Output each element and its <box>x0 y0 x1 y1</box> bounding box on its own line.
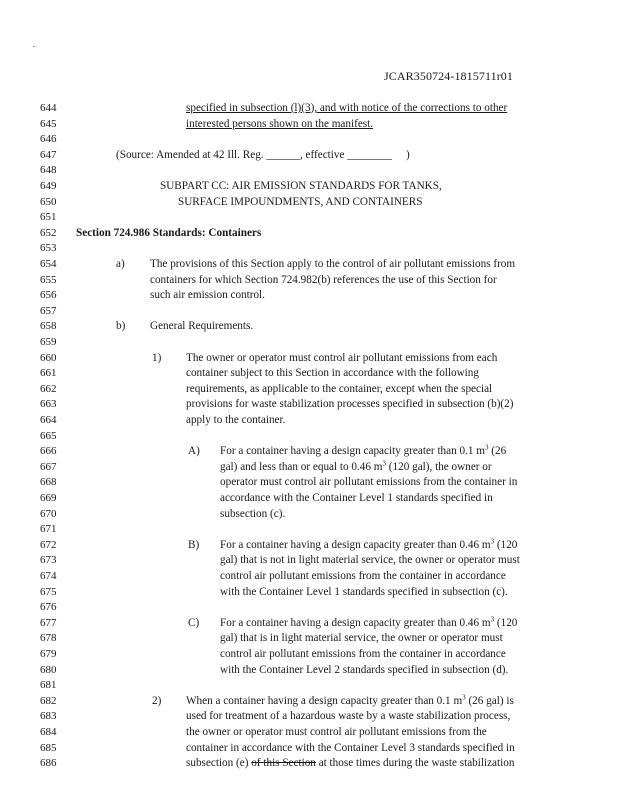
line-number: 659 <box>40 336 57 348</box>
line-number: 686 <box>40 757 57 769</box>
body-text-line: subsection (c). <box>220 508 286 520</box>
body-text-line: the owner or operator must control air pollutant emissions from the <box>186 726 487 738</box>
line-number: 651 <box>40 211 57 223</box>
body-text-line: provisions for waste stabilization processes specified in subsection (b)(2) <box>186 398 514 410</box>
body-text-line: gal) and less than or equal to 0.46 $m^3$ (120 gal), the owner or <box>220 459 492 473</box>
line-number: 649 <box>40 180 57 192</box>
document-id: JCAR350724-1815711r01 <box>384 69 513 83</box>
body-text-line: container subject to this Section in accordance with the following <box>186 367 479 379</box>
line-number: 673 <box>40 554 57 566</box>
line-number: 666 <box>40 445 57 457</box>
source-note-close: ) <box>406 149 410 161</box>
body-text-line: with the Container Level 1 standards specified in subsection (c). <box>220 586 508 598</box>
body-text-line: such air emission control. <box>150 289 265 301</box>
scan-speck <box>33 46 35 47</box>
body-text-line: used for treatment of a hazardous waste by a waste stabilization process, <box>186 710 511 722</box>
body-text-line: The owner or operator must control air pollutant emissions from each <box>186 352 498 364</box>
line-number: 671 <box>40 523 57 535</box>
line-number: 672 <box>40 539 57 551</box>
line-number: 665 <box>40 430 57 442</box>
subsection-label: b) <box>116 320 126 332</box>
paragraph-label: 1) <box>152 352 162 364</box>
superscript: 3 <box>462 693 466 702</box>
body-text-line: accordance with the Container Level 1 standards specified in <box>220 492 493 504</box>
line-number: 685 <box>40 742 57 754</box>
subsection-title: General Requirements. <box>150 320 254 332</box>
line-number: 684 <box>40 726 57 738</box>
line-number: 679 <box>40 648 57 660</box>
struck-text: of this Section <box>251 757 316 769</box>
line-number: 681 <box>40 679 57 691</box>
line-number: 655 <box>40 274 57 286</box>
amended-text-line: specified in subsection (l)(3), and with notice of the corrections to other <box>186 102 508 114</box>
line-number: 670 <box>40 508 57 520</box>
subparagraph-label: C) <box>188 617 200 629</box>
body-text-line: gal) that is not in light material service, the owner or operator must <box>220 554 520 566</box>
body-text-line: container in accordance with the Container Level 3 standards specified in <box>186 742 515 754</box>
source-note-text: (Source: Amended at 42 Ill. Reg. ______, effective ________ <box>116 149 392 161</box>
line-number: 682 <box>40 695 57 707</box>
line-number: 650 <box>40 196 57 208</box>
body-text-line: The provisions of this Section apply to the control of air pollutant emissions from <box>150 258 516 270</box>
line-number: 652 <box>40 227 57 239</box>
subpart-title-line: SURFACE IMPOUNDMENTS, AND CONTAINERS <box>178 196 423 208</box>
line-number: 657 <box>40 305 57 317</box>
body-text-line: with the Container Level 2 standards specified in subsection (d). <box>220 664 509 676</box>
subparagraph-label: B) <box>188 539 200 551</box>
superscript: 3 <box>484 443 489 452</box>
superscript: 3 <box>490 615 495 624</box>
subparagraph-label: A) <box>188 445 200 457</box>
body-text-line: gal) that is in light material service, the owner or operator must <box>220 632 503 644</box>
line-number: 645 <box>40 118 57 130</box>
line-number: 680 <box>40 664 57 676</box>
line-number: 676 <box>40 601 57 613</box>
line-number: 646 <box>40 133 57 145</box>
line-number: 662 <box>40 383 57 395</box>
body-text-line: For a container having a design capacity greater than 0.46 $m^3$ (120 <box>220 537 518 551</box>
line-number: 683 <box>40 710 57 722</box>
line-number: 663 <box>40 398 57 410</box>
line-number: 658 <box>40 320 57 332</box>
body-text-line: apply to the container. <box>186 414 286 426</box>
superscript: 3 <box>490 537 495 546</box>
line-number: 678 <box>40 632 57 644</box>
body-text-line: When a container having a design capacity greater than 0.1 $m^3$ (26 gal) is <box>186 693 514 707</box>
line-number: 677 <box>40 617 57 629</box>
subsection-label: a) <box>116 258 125 270</box>
body-text-line: control air pollutant emissions from the container in accordance <box>220 648 506 660</box>
line-number: 675 <box>40 586 57 598</box>
line-number: 668 <box>40 476 57 488</box>
body-text-line: containers for which Section 724.982(b) references the use of this Section for <box>150 274 497 286</box>
subpart-title-line: SUBPART CC: AIR EMISSION STANDARDS FOR TANKS, <box>160 180 442 192</box>
body-text-line: requirements, as applicable to the container, except when the special <box>186 383 493 395</box>
paragraph-label: 2) <box>152 695 162 707</box>
source-note <box>116 148 410 162</box>
section-heading: Section 724.986 Standards: Containers <box>76 227 262 239</box>
line-number: 648 <box>40 164 57 176</box>
line-number: 661 <box>40 367 57 379</box>
line-number: 644 <box>40 102 57 114</box>
line-number: 653 <box>40 242 57 254</box>
line-number: 667 <box>40 461 57 473</box>
body-text-line: For a container having a design capacity greater than 0.1 $m^3$ (26 <box>220 443 507 457</box>
line-number: 660 <box>40 352 57 364</box>
line-number: 669 <box>40 492 57 504</box>
body-text-line: subsection (e) of this Section at those times during the waste stabilization <box>186 757 515 769</box>
superscript: 3 <box>382 459 386 468</box>
body-text-line: For a container having a design capacity greater than 0.46 $m^3$ (120 <box>220 615 518 629</box>
line-number: 674 <box>40 570 57 582</box>
line-number: 654 <box>40 258 57 270</box>
line-number: 647 <box>40 149 57 161</box>
body-text-line: control air pollutant emissions from the container in accordance <box>220 570 506 582</box>
line-number: 664 <box>40 414 57 426</box>
body-text-line: operator must control air pollutant emissions from the container in <box>220 476 518 488</box>
line-number: 656 <box>40 289 57 301</box>
amended-text-line: interested persons shown on the manifest. <box>186 118 374 130</box>
